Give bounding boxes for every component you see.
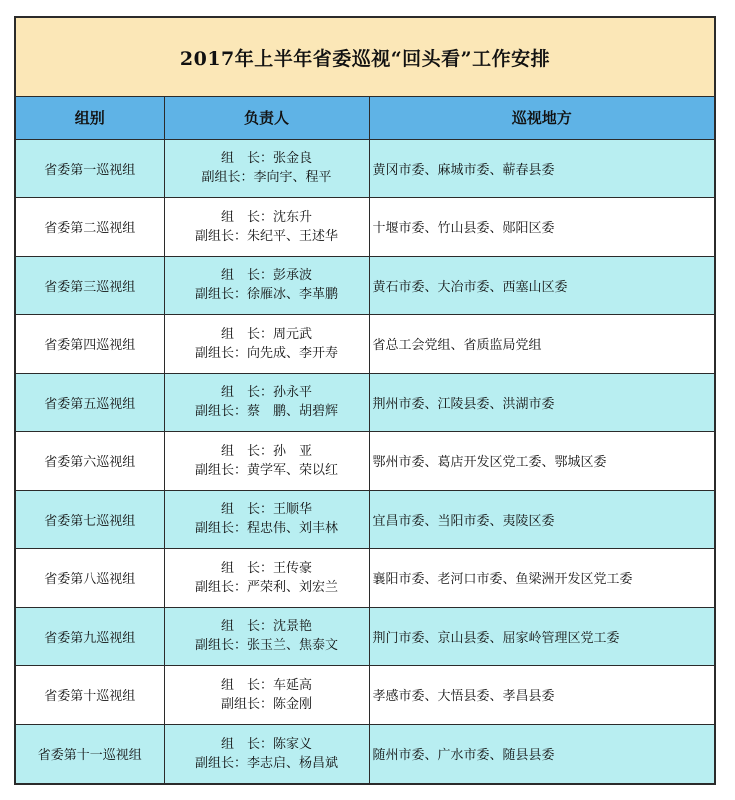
leader-name: 组 长：沈东升 bbox=[220, 209, 312, 225]
deputy-names: 副组长：李向宇、程平 bbox=[201, 170, 332, 186]
areas-cell: 孝感市委、大悟县委、孝昌县委 bbox=[369, 666, 714, 725]
leader-name: 组 长：彭承波 bbox=[220, 268, 312, 284]
leader-name: 组 长：陈家义 bbox=[220, 736, 312, 752]
group-cell: 省委第三巡视组 bbox=[16, 256, 164, 315]
group-cell: 省委第七巡视组 bbox=[16, 490, 164, 549]
areas-cell: 随州市委、广水市委、随县县委 bbox=[369, 724, 714, 783]
table-row bbox=[16, 432, 714, 491]
areas-cell: 黄石市委、大冶市委、西塞山区委 bbox=[369, 256, 714, 315]
areas-cell: 宜昌市委、当阳市委、夷陵区委 bbox=[369, 490, 714, 549]
deputy-names: 副组长：严荣利、刘宏兰 bbox=[194, 579, 338, 595]
column-header-leader: 负责人 bbox=[164, 97, 369, 139]
group-cell: 省委第九巡视组 bbox=[16, 607, 164, 666]
leader-name: 组 长：孙永平 bbox=[220, 385, 312, 401]
areas-cell: 十堰市委、竹山县委、郧阳区委 bbox=[369, 198, 714, 257]
deputy-names: 副组长：朱纪平、王述华 bbox=[194, 228, 338, 244]
leader-name: 组 长：车延高 bbox=[220, 677, 312, 693]
table-row bbox=[16, 373, 714, 432]
group-cell: 省委第八巡视组 bbox=[16, 549, 164, 608]
table-row bbox=[16, 607, 714, 666]
column-header-group: 组别 bbox=[16, 97, 164, 139]
table-row bbox=[16, 490, 714, 549]
deputy-names: 副组长：程忠伟、刘丰林 bbox=[194, 521, 338, 537]
leader-name: 组 长：张金良 bbox=[220, 151, 312, 167]
areas-cell: 黄冈市委、麻城市委、蕲春县委 bbox=[369, 139, 714, 198]
group-cell: 省委第一巡视组 bbox=[16, 139, 164, 198]
column-header-areas: 巡视地方 bbox=[369, 97, 714, 139]
table-row bbox=[16, 256, 714, 315]
leader-name: 组 长：王传豪 bbox=[220, 560, 312, 576]
areas-cell: 省总工会党组、省质监局党组 bbox=[369, 315, 714, 374]
deputy-names: 副组长：李志启、杨昌斌 bbox=[194, 755, 338, 771]
leader-cell bbox=[164, 666, 369, 725]
header-row bbox=[16, 97, 714, 139]
areas-cell: 襄阳市委、老河口市委、鱼梁洲开发区党工委 bbox=[369, 549, 714, 608]
group-cell: 省委第六巡视组 bbox=[16, 432, 164, 491]
table-row bbox=[16, 666, 714, 725]
table-title: 2017年上半年省委巡视“回头看”工作安排 bbox=[16, 18, 714, 97]
deputy-names: 副组长：黄学军、荣以红 bbox=[194, 462, 338, 478]
schedule-table bbox=[16, 97, 714, 783]
leader-cell bbox=[164, 315, 369, 374]
leader-cell bbox=[164, 724, 369, 783]
table-row bbox=[16, 139, 714, 198]
deputy-names: 副组长：蔡 鹏、胡碧辉 bbox=[194, 404, 338, 420]
areas-cell: 荆州市委、江陵县委、洪湖市委 bbox=[369, 373, 714, 432]
table-row bbox=[16, 315, 714, 374]
table-row bbox=[16, 724, 714, 783]
leader-name: 组 长：王顺华 bbox=[220, 502, 312, 518]
group-cell: 省委第十巡视组 bbox=[16, 666, 164, 725]
group-cell: 省委第十一巡视组 bbox=[16, 724, 164, 783]
leader-name: 组 长：沈景艳 bbox=[220, 619, 312, 635]
areas-cell: 荆门市委、京山县委、屈家岭管理区党工委 bbox=[369, 607, 714, 666]
table-row bbox=[16, 549, 714, 608]
leader-cell bbox=[164, 198, 369, 257]
deputy-names: 副组长：向先成、李开寿 bbox=[194, 345, 338, 361]
deputy-names: 副组长：徐雁冰、李革鹏 bbox=[194, 287, 338, 303]
table-row bbox=[16, 198, 714, 257]
leader-name: 组 长：周元武 bbox=[220, 326, 312, 342]
leader-name: 组 长：孙 亚 bbox=[220, 443, 312, 459]
leader-cell bbox=[164, 607, 369, 666]
deputy-names: 副组长：张玉兰、焦泰文 bbox=[194, 638, 338, 654]
schedule-table-frame bbox=[14, 16, 716, 785]
group-cell: 省委第五巡视组 bbox=[16, 373, 164, 432]
deputy-names: 副组长：陈金刚 bbox=[220, 696, 312, 712]
leader-cell bbox=[164, 490, 369, 549]
group-cell: 省委第二巡视组 bbox=[16, 198, 164, 257]
leader-cell bbox=[164, 432, 369, 491]
leader-cell bbox=[164, 139, 369, 198]
leader-cell bbox=[164, 549, 369, 608]
areas-cell: 鄂州市委、葛店开发区党工委、鄂城区委 bbox=[369, 432, 714, 491]
leader-cell bbox=[164, 373, 369, 432]
group-cell: 省委第四巡视组 bbox=[16, 315, 164, 374]
leader-cell bbox=[164, 256, 369, 315]
